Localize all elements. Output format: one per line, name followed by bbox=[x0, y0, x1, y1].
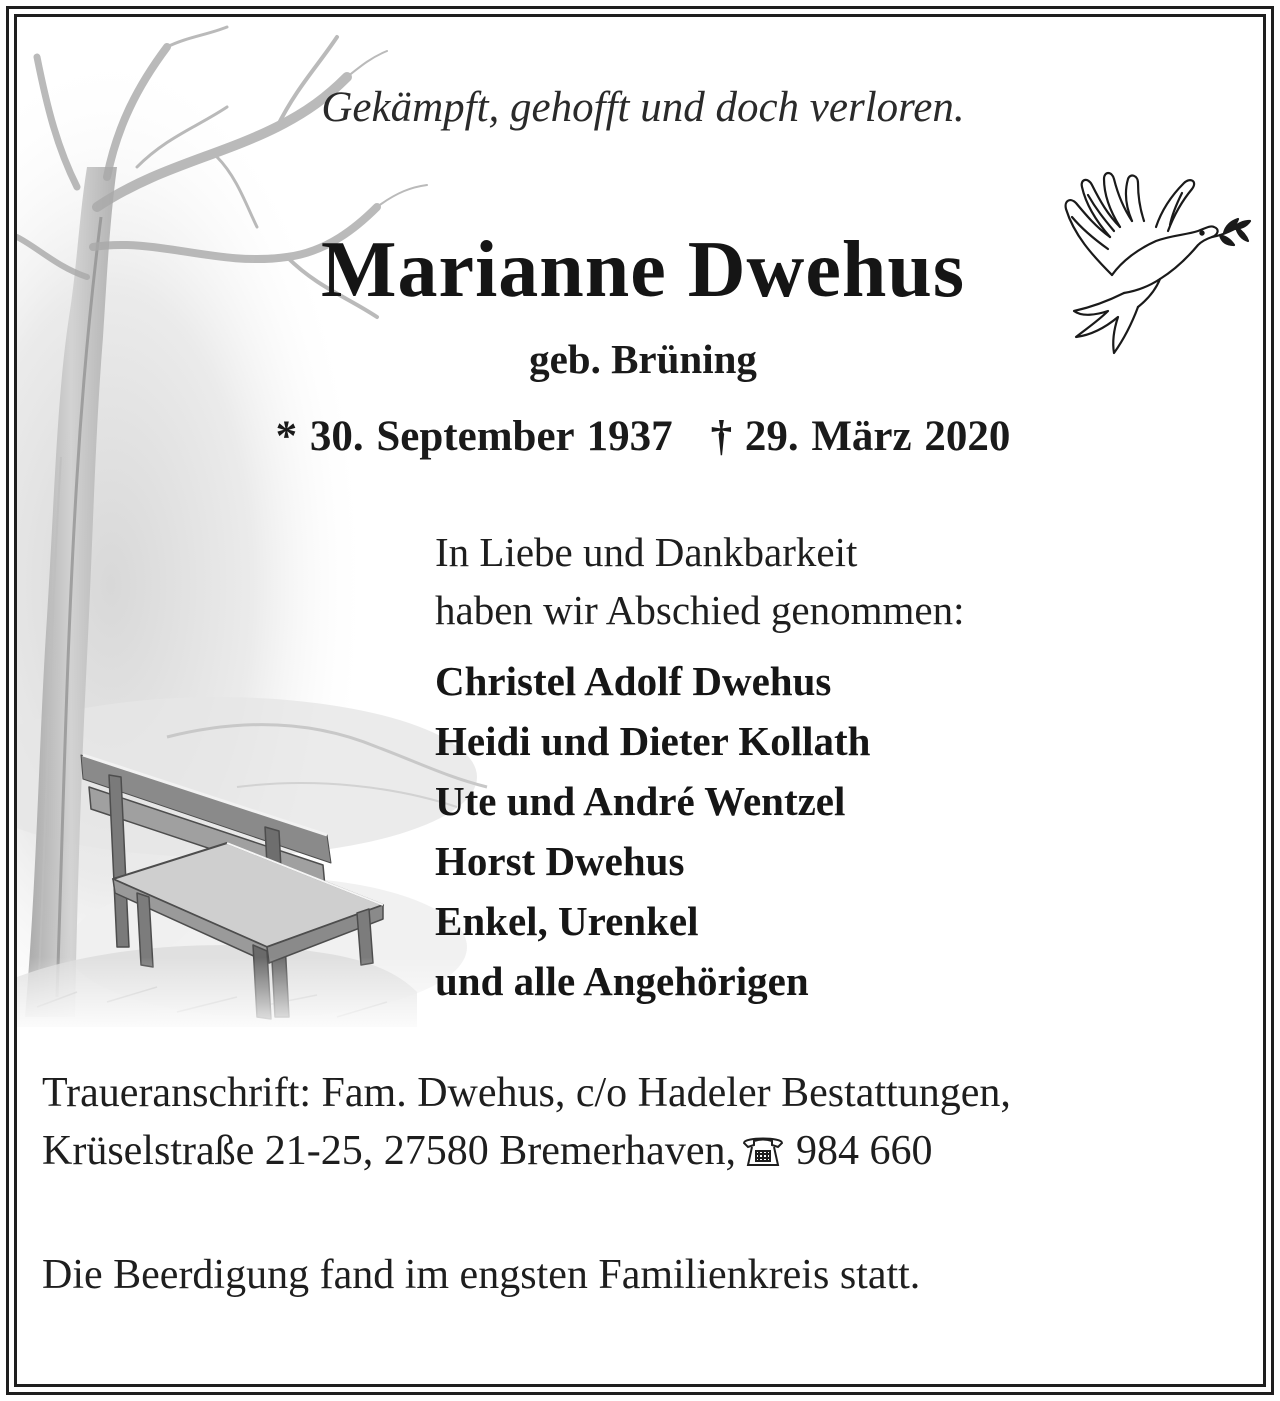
funeral-note: Die Beerdigung fand im engsten Familienkreis statt. bbox=[42, 1252, 921, 1298]
telephone-icon bbox=[740, 1133, 786, 1169]
mourner-name: Horst Dwehus bbox=[435, 838, 685, 884]
mourner-name: Heidi und Dieter Kollath bbox=[435, 718, 871, 764]
mourner-name: Enkel, Urenkel bbox=[435, 898, 699, 944]
mourner-name: Christel Adolf Dwehus bbox=[435, 658, 832, 704]
motto: Gekämpft, gehofft und doch verloren. bbox=[321, 84, 965, 131]
birth-date: * 30. September 1937 bbox=[275, 413, 673, 460]
death-date: † 29. März 2020 bbox=[710, 413, 1011, 460]
deceased-name: Marianne Dwehus bbox=[321, 226, 965, 314]
address-street: Krüselstraße 21-25, 27580 Bremerhaven, bbox=[42, 1128, 736, 1174]
intro-line: haben wir Abschied genommen: bbox=[435, 587, 965, 633]
maiden-name: geb. Brüning bbox=[529, 336, 757, 382]
life-dates bbox=[17, 412, 1266, 461]
mourner-name: Ute und André Wentzel bbox=[435, 778, 846, 824]
address-line-with-phone bbox=[42, 1127, 932, 1175]
phone-number: 984 660 bbox=[795, 1128, 933, 1174]
mourner-name: und alle Angehörigen bbox=[435, 958, 809, 1004]
obituary-notice bbox=[14, 14, 1266, 1387]
address-line: Traueranschrift: Fam. Dwehus, c/o Hadeler Bestattungen, bbox=[42, 1070, 1011, 1116]
intro-line: In Liebe und Dankbarkeit bbox=[435, 529, 858, 575]
